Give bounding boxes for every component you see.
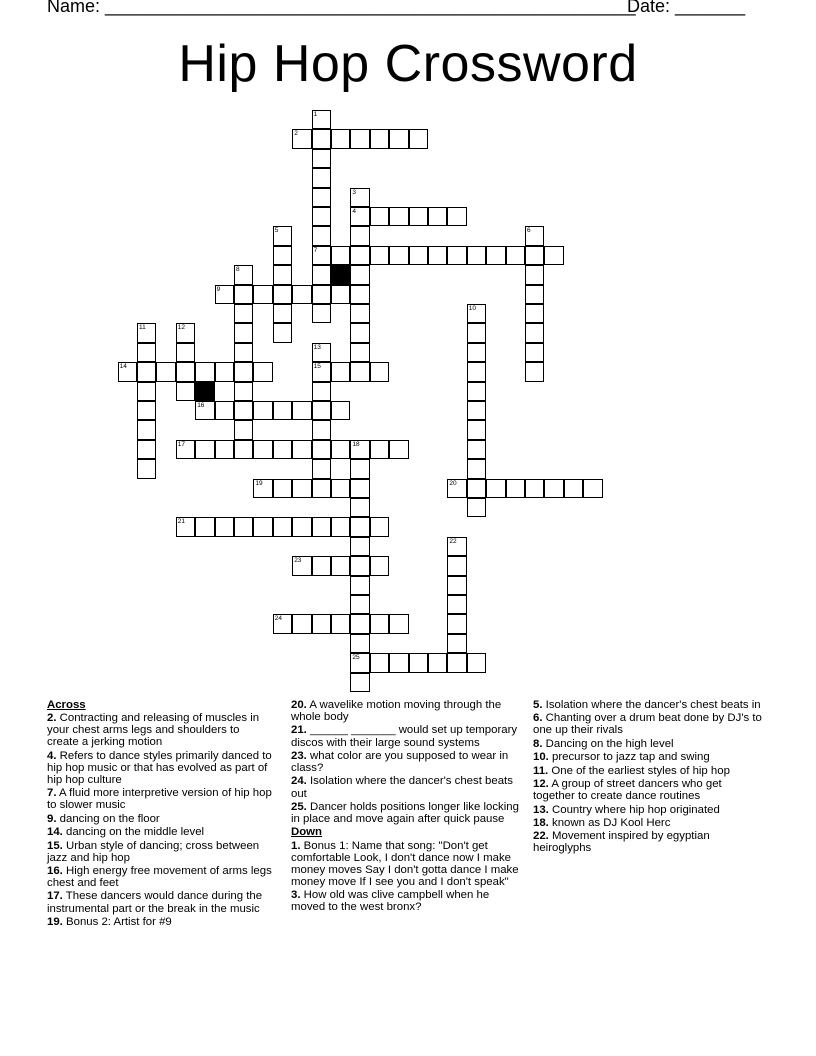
clue-number: 6 [527, 227, 531, 235]
grid-cell[interactable] [312, 207, 331, 226]
grid-cell[interactable] [331, 479, 350, 498]
grid-cell[interactable] [467, 323, 486, 342]
grid-cell[interactable] [447, 634, 466, 653]
grid-cell[interactable] [525, 246, 544, 265]
grid-cell[interactable] [525, 362, 544, 381]
grid-cell[interactable] [467, 440, 486, 459]
grid-cell[interactable] [156, 362, 175, 381]
grid-cell[interactable] [331, 401, 350, 420]
grid-cell[interactable] [331, 517, 350, 536]
grid-cell[interactable] [428, 207, 447, 226]
grid-cell[interactable] [350, 479, 369, 498]
grid-cell[interactable] [312, 517, 331, 536]
grid-cell[interactable] [506, 246, 525, 265]
clue-down-11: 11. One of the earliest styles of hip hop [533, 764, 730, 777]
grid-cell[interactable] [389, 129, 408, 148]
clue-down-13: 13. Country where hip hop originated [533, 803, 720, 816]
grid-cell[interactable] [253, 362, 272, 381]
clues-column-1 [47, 699, 272, 929]
clue-down-5: 5. Isolation where the dancer's chest beats in [533, 699, 761, 711]
grid-cell[interactable] [467, 459, 486, 478]
grid-cell[interactable] [195, 440, 214, 459]
clue-down-3: 3. How old was clive campbell when he moved to the west bronx? [291, 889, 490, 914]
grid-cell[interactable] [312, 168, 331, 187]
grid-cell[interactable] [350, 537, 369, 556]
grid-cell[interactable] [312, 401, 331, 420]
grid-cell[interactable] [467, 362, 486, 381]
down-heading: Down [291, 826, 323, 839]
grid-cell[interactable] [312, 304, 331, 323]
clue-across-2: 2. Contracting and releasing of muscles in your chest arms legs and shoulders to create a jerking motion [47, 712, 260, 749]
grid-cell[interactable] [583, 479, 602, 498]
clue-down-10: 10. precursor to jazz tap and swing [533, 751, 710, 764]
clue-down-18: 18. known as DJ Kool Herc [533, 816, 671, 829]
grid-cell[interactable] [370, 614, 389, 633]
grid-cell[interactable] [350, 129, 369, 148]
grid-cell[interactable] [370, 653, 389, 672]
grid-cell[interactable] [447, 653, 466, 672]
grid-cell[interactable] [273, 401, 292, 420]
grid-cell[interactable] [350, 246, 369, 265]
grid-cell[interactable] [350, 362, 369, 381]
clue-number: 13 [313, 343, 321, 351]
grid-cell[interactable] [234, 382, 253, 401]
grid-cell[interactable] [447, 207, 466, 226]
grid-cell[interactable] [525, 479, 544, 498]
grid-cell[interactable] [176, 362, 195, 381]
grid-cell[interactable] [215, 517, 234, 536]
grid-cell[interactable] [312, 459, 331, 478]
grid-cell[interactable] [234, 323, 253, 342]
grid-cell[interactable] [525, 323, 544, 342]
clue-number: 8 [236, 266, 240, 274]
grid-cell[interactable] [370, 517, 389, 536]
grid-cell[interactable] [486, 479, 505, 498]
grid-cell[interactable] [350, 459, 369, 478]
grid-cell[interactable] [370, 129, 389, 148]
grid-cell[interactable] [273, 440, 292, 459]
grid-cell[interactable] [273, 479, 292, 498]
grid-cell[interactable] [370, 246, 389, 265]
clue-number: 20 [449, 479, 457, 487]
grid-cell[interactable] [312, 382, 331, 401]
name-blank[interactable]: _____________________________________________________ [105, 0, 636, 16]
grid-cell[interactable] [564, 479, 583, 498]
clue-down-12: 12. A group of street dancers who get together to create dance routines [533, 778, 722, 803]
grid-cell[interactable] [292, 285, 311, 304]
clue-number: 1 [313, 111, 318, 118]
grid-cell[interactable] [350, 285, 369, 304]
grid-cell[interactable] [331, 246, 350, 265]
blocked-cell [331, 265, 350, 284]
grid-cell[interactable] [137, 382, 156, 401]
clue-number: 9 [216, 285, 221, 293]
grid-cell[interactable] [176, 382, 195, 401]
grid-cell[interactable] [350, 323, 369, 342]
grid-cell[interactable] [525, 265, 544, 284]
clue-number: 17 [177, 440, 186, 448]
grid-cell[interactable] [234, 440, 253, 459]
clue-number: 25 [352, 654, 360, 662]
grid-cell[interactable] [467, 653, 486, 672]
across-heading: Across [47, 699, 86, 711]
clue-number: 10 [468, 305, 477, 312]
clue-across-24: 24. Isolation where the dancer's chest beats out [291, 775, 513, 800]
grid-cell[interactable] [331, 129, 350, 148]
grid-cell[interactable] [389, 440, 408, 459]
grid-cell[interactable] [467, 420, 486, 439]
grid-cell[interactable] [389, 207, 408, 226]
grid-cell[interactable] [215, 440, 234, 459]
grid-cell[interactable] [370, 362, 389, 381]
grid-cell[interactable] [350, 517, 369, 536]
grid-cell[interactable] [312, 226, 331, 245]
grid-cell[interactable] [292, 517, 311, 536]
grid-cell[interactable] [234, 362, 253, 381]
grid-cell[interactable] [312, 440, 331, 459]
grid-cell[interactable] [428, 246, 447, 265]
grid-cell[interactable] [544, 479, 563, 498]
grid-cell[interactable] [312, 556, 331, 575]
grid-cell[interactable] [525, 304, 544, 323]
grid-cell[interactable] [467, 479, 486, 498]
page-title: Hip Hop Crossword [178, 35, 638, 93]
grid-cell[interactable] [389, 614, 408, 633]
grid-cell[interactable] [370, 440, 389, 459]
grid-cell[interactable] [409, 246, 428, 265]
grid-cell[interactable] [389, 246, 408, 265]
clue-across-15: 15. Urban style of dancing; cross between jazz and hip hop [47, 839, 260, 864]
clue-number: 15 [313, 363, 321, 371]
clue-number: 11 [139, 324, 146, 332]
grid-cell[interactable] [409, 129, 428, 148]
grid-cell[interactable] [234, 517, 253, 536]
grid-cell[interactable] [350, 498, 369, 517]
grid-cell[interactable] [312, 285, 331, 304]
grid-cell[interactable] [195, 517, 214, 536]
grid-cell[interactable] [370, 556, 389, 575]
clue-number: 23 [294, 557, 302, 565]
grid-cell[interactable] [389, 653, 408, 672]
clue-across-14: 14. dancing on the middle level [47, 826, 205, 839]
clue-across-19: 19. Bonus 2: Artist for #9 [47, 915, 172, 928]
clue-number: 5 [274, 227, 279, 235]
grid-cell[interactable] [331, 440, 350, 459]
grid-cell[interactable] [312, 265, 331, 284]
grid-cell[interactable] [447, 246, 466, 265]
grid-cell[interactable] [467, 343, 486, 362]
grid-cell[interactable] [370, 207, 389, 226]
grid-cell[interactable] [273, 285, 292, 304]
clue-down-1: 1. Bonus 1: Name that song: "Don't get comfortable Look, I don't dance now I make money moves Say I don't gotta dance I make money move If I see you and I don't speak" [291, 839, 519, 888]
grid-cell[interactable] [544, 246, 563, 265]
clue-down-6: 6. Chanting over a drum beat done by DJ's to one up their rivals [533, 712, 762, 737]
clue-number: 22 [449, 537, 457, 545]
grid-cell[interactable] [350, 343, 369, 362]
clue-across-21: 21. ______ _______ would set up temporary discos with their large sound systems [291, 724, 518, 749]
grid-cell[interactable] [215, 401, 234, 420]
grid-cell[interactable] [137, 459, 156, 478]
grid-cell[interactable] [467, 382, 486, 401]
grid-cell[interactable] [350, 556, 369, 575]
grid-cell[interactable] [350, 614, 369, 633]
name-label: Name: [47, 0, 106, 16]
grid-cell[interactable] [137, 401, 156, 420]
grid-cell[interactable] [234, 420, 253, 439]
grid-cell[interactable] [234, 343, 253, 362]
grid-cell[interactable] [312, 149, 331, 168]
grid-cell[interactable] [350, 265, 369, 284]
clue-number: 16 [197, 402, 205, 409]
grid-cell[interactable] [467, 498, 486, 517]
clue-number: 19 [255, 479, 263, 487]
grid-cell[interactable] [273, 265, 292, 284]
clue-across-23: 23. what color are you supposed to wear in class? [291, 749, 509, 775]
grid-cell[interactable] [137, 440, 156, 459]
grid-cell[interactable] [253, 401, 272, 420]
grid-cell[interactable] [409, 207, 428, 226]
grid-cell[interactable] [292, 401, 311, 420]
grid-cell[interactable] [312, 614, 331, 633]
grid-cell[interactable] [428, 653, 447, 672]
grid-cell[interactable] [273, 246, 292, 265]
grid-cell[interactable] [137, 420, 156, 439]
clue-across-20: 20. A wavelike motion moving through the whole body [291, 699, 502, 724]
clue-down-22: 22. Movement inspired by egyptian heiroglyphs [533, 830, 710, 855]
grid-cell[interactable] [253, 517, 272, 536]
grid-cell[interactable] [467, 246, 486, 265]
clue-number: 14 [119, 363, 127, 371]
grid-cell[interactable] [525, 343, 544, 362]
grid-cell[interactable] [234, 401, 253, 420]
grid-cell[interactable] [467, 401, 486, 420]
grid-cell[interactable] [215, 362, 234, 381]
grid-cell[interactable] [195, 362, 214, 381]
grid-cell[interactable] [312, 188, 331, 207]
date-label: Date: [627, 0, 676, 16]
clue-number: 18 [352, 440, 360, 448]
clue-down-8: 8. Dancing on the high level [533, 737, 674, 750]
grid-cell[interactable] [350, 304, 369, 323]
clue-across-25: 25. Dancer holds positions longer like locking in place and move again after quick pause [291, 800, 519, 826]
grid-cell[interactable] [292, 440, 311, 459]
clue-across-16: 16. High energy free movement of arms legs chest and feet [47, 865, 272, 890]
clue-across-4: 4. Refers to dance styles primarily danced to hip hop music or that has evolved as part of hip hop culture [47, 749, 272, 786]
date-blank[interactable]: _______ [675, 0, 746, 16]
grid-cell[interactable] [350, 595, 369, 614]
grid-cell[interactable] [350, 634, 369, 653]
grid-cell[interactable] [447, 614, 466, 633]
grid-cell[interactable] [409, 653, 428, 672]
grid-cell[interactable] [292, 479, 311, 498]
grid-cell[interactable] [176, 343, 195, 362]
grid-cell[interactable] [331, 362, 350, 381]
grid-cell[interactable] [447, 556, 466, 575]
grid-cell[interactable] [331, 285, 350, 304]
grid-cell[interactable] [331, 556, 350, 575]
clue-number: 12 [177, 324, 186, 332]
grid-cell[interactable] [234, 304, 253, 323]
grid-cell[interactable] [273, 304, 292, 323]
grid-cell[interactable] [350, 673, 369, 692]
clue-across-9: 9. dancing on the floor [47, 812, 160, 825]
clue-number: 24 [274, 615, 283, 623]
clues-column-3 [533, 699, 765, 856]
grid-cell[interactable] [253, 440, 272, 459]
grid-cell[interactable] [292, 614, 311, 633]
grid-cell[interactable] [350, 226, 369, 245]
grid-cell[interactable] [253, 285, 272, 304]
grid-cell[interactable] [331, 614, 350, 633]
grid-cell[interactable] [273, 323, 292, 342]
clue-number: 7 [313, 246, 318, 254]
clue-across-7: 7. A fluid more interpretive version of hip hop to slower music [47, 787, 272, 812]
grid-cell[interactable] [234, 285, 253, 304]
blocked-cell [195, 382, 214, 401]
clues-column-2 [291, 699, 519, 915]
grid-cell[interactable] [312, 129, 331, 148]
clue-number: 4 [352, 208, 357, 215]
grid-cell[interactable] [312, 420, 331, 439]
grid-cell[interactable] [506, 479, 525, 498]
clue-across-17: 17. These dancers would dance during the instrumental part or the break in the music [47, 890, 263, 915]
grid-cell[interactable] [137, 362, 156, 381]
grid-cell[interactable] [137, 343, 156, 362]
grid-cell[interactable] [486, 246, 505, 265]
clue-number: 3 [352, 188, 357, 196]
grid-cell[interactable] [447, 576, 466, 595]
grid-cell[interactable] [273, 517, 292, 536]
grid-cell[interactable] [525, 285, 544, 304]
grid-cell[interactable] [447, 595, 466, 614]
grid-cell[interactable] [350, 576, 369, 595]
clue-number: 2 [294, 130, 298, 138]
clue-number: 21 [177, 518, 186, 526]
grid-cell[interactable] [312, 479, 331, 498]
